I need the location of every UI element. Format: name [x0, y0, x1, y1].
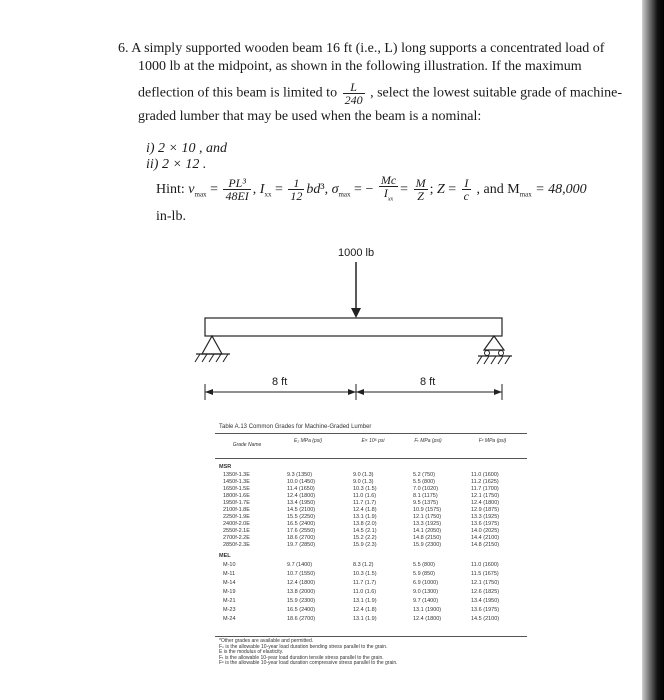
msr-fb-cell: 17.6 (2550) — [287, 528, 316, 534]
lumber-grades-table — [215, 418, 527, 680]
mel-ft-cell: 6.9 (1000) — [413, 580, 439, 586]
table-rule-header — [215, 458, 527, 459]
item-ii: ii) 2 × 12 . — [146, 157, 207, 172]
mel-e-cell: 10.3 (1.5) — [353, 571, 377, 577]
mel-fb-cell: 9.7 (1400) — [287, 562, 313, 568]
mel-fb-cell: 18.6 (2700) — [287, 616, 316, 622]
footnote-line: Fₙ is the allowable 10-year load duration bending stress parallel to the grain. — [219, 643, 388, 650]
msr-fb-cell: 14.5 (2100) — [287, 507, 316, 513]
hint-value: = 48,000 — [535, 181, 587, 197]
mel-fb-cell: 15.9 (2300) — [287, 598, 316, 604]
msr-grade-column — [223, 472, 250, 549]
msr-e-cell: 10.3 (1.5) — [353, 486, 377, 492]
mel-ft-cell: 5.5 (800) — [413, 562, 436, 568]
left-ground-hatch — [195, 354, 228, 362]
mel-fc-cell: 13.4 (1950) — [471, 598, 500, 604]
fraction-numerator: L — [343, 81, 365, 94]
fraction-denominator: 240 — [344, 93, 363, 107]
mel-ft-cell: 5.9 (850) — [413, 571, 436, 577]
msr-ft-cell: 14.1 (2050) — [413, 528, 442, 534]
problem-text-1: A simply supported wooden beam 16 ft (i.e., L) long supports a concentrated load of — [131, 41, 605, 56]
msr-fb-cell: 12.4 (1800) — [287, 493, 316, 499]
msr-fc-cell: 11.0 (1600) — [471, 472, 499, 478]
right-roller-support — [484, 336, 504, 350]
hint-line: Hint: $v_{max}$ = $\frac{\text{PL³}}{48EI}$ , $I_{xx}$ = $\frac{1}{12}$ bd³, $\sigma_{max}$ = − $\frac{Mc}{I_{xx}}$ = $\frac{M}{Z}$ ; Z = $\frac{I}{c}$ , and $M_{max} = 48,000$ — [156, 173, 587, 204]
msr-e-column — [353, 472, 377, 549]
table-rule-bottom — [215, 636, 527, 637]
msr-fc-cell: 11.2 (1625) — [471, 479, 499, 485]
load-label: 1000 lb — [338, 247, 375, 259]
msr-fb-cell: 16.5 (2400) — [287, 521, 316, 527]
msr-fb-cell: 10.0 (1450) — [287, 479, 316, 485]
msr-grade-cell: 1450f-1.3E — [223, 479, 250, 485]
msr-fb-column — [287, 472, 315, 549]
msr-e-cell: 9.0 (1.3) — [353, 479, 374, 485]
mel-fb-cell: 12.4 (1800) — [287, 580, 316, 586]
msr-e-cell: 15.9 (2.3) — [353, 542, 377, 548]
msr-grade-cell: 2850f-2.3E — [223, 542, 250, 548]
msr-ft-cell: 9.5 (1375) — [413, 500, 439, 506]
problem-text-3a: deflection of this beam is limited to — [138, 85, 338, 101]
table-caption: Table A.13 Common Grades for Machine-Graded Lumber — [219, 424, 372, 430]
header-fb: E₂ MPa (psi) — [293, 438, 323, 444]
problem-number: 6. — [118, 41, 129, 56]
mel-e-column — [353, 561, 377, 624]
problem-line-2: 1000 lb at the midpoint, as shown in the following illustration. If the maximum — [138, 59, 582, 74]
mel-fc-cell: 11.0 (1600) — [471, 562, 499, 568]
mel-ft-cell: 12.4 (1800) — [413, 616, 442, 622]
load-arrow-head — [351, 308, 361, 318]
mel-grade-column — [223, 561, 236, 624]
dim-arrow-right — [494, 389, 502, 395]
msr-fb-cell: 11.4 (1650) — [287, 486, 315, 492]
msr-ft-cell: 12.1 (1750) — [413, 514, 442, 520]
table-footnotes — [219, 639, 398, 667]
mel-ft-column — [413, 561, 441, 624]
mel-grade-cell: M-19 — [223, 589, 236, 595]
msr-ft-cell: 7.0 (1020) — [413, 486, 439, 492]
msr-fb-cell: 9.3 (1350) — [287, 472, 313, 478]
footnote-line: *Other grades are available and permitted. — [219, 638, 314, 644]
footnote-line: Fₜ is the allowable 10-year load duration tensile stress parallel to the grain. — [219, 654, 384, 661]
mel-fc-cell: 12.1 (1750) — [471, 580, 500, 586]
span-left-label: 8 ft — [272, 376, 288, 388]
header-grade: Grade Name — [232, 442, 262, 448]
msr-grade-cell: 2100f-1.8E — [223, 507, 250, 513]
mel-ft-cell: 13.1 (1900) — [413, 607, 442, 613]
mel-e-cell: 11.7 (1.7) — [353, 580, 377, 586]
mel-ft-cell: 9.0 (1300) — [413, 589, 439, 595]
header-ft: Fₜ MPa (psi) — [414, 438, 442, 444]
mel-fc-cell: 14.5 (2100) — [471, 616, 500, 622]
mel-fb-column — [287, 561, 315, 624]
msr-ft-cell: 5.5 (800) — [413, 479, 436, 485]
msr-grade-cell: 1950f-1.7E — [223, 500, 250, 506]
mel-fc-cell: 11.5 (1675) — [471, 571, 499, 577]
msr-fc-column — [471, 472, 499, 549]
msr-fc-cell: 13.6 (1975) — [471, 521, 500, 527]
mel-e-cell: 8.3 (1.2) — [353, 562, 374, 568]
mel-fb-cell: 13.8 (2000) — [287, 589, 316, 595]
msr-e-cell: 15.2 (2.2) — [353, 535, 377, 541]
mel-grade-cell: M-24 — [223, 616, 236, 622]
msr-fc-cell: 12.1 (1750) — [471, 493, 500, 499]
mel-grade-cell: M-10 — [223, 562, 236, 568]
msr-ft-cell: 8.1 (1175) — [413, 493, 438, 499]
header-fc: Fᶜ MPa (psi) — [478, 438, 507, 444]
msr-label: MSR — [219, 464, 232, 470]
table-rule-top — [215, 433, 527, 434]
problem-line-4: graded lumber that may be used when the beam is a nominal: — [138, 109, 482, 124]
mel-e-cell: 12.4 (1.8) — [353, 607, 377, 613]
msr-e-cell: 9.0 (1.3) — [353, 472, 374, 478]
item-i: i) 2 × 10 , and — [146, 141, 227, 156]
dim-arrow-mid-left — [348, 389, 356, 395]
mel-fc-cell: 12.6 (1825) — [471, 589, 500, 595]
msr-grade-cell: 2250f-1.9E — [223, 514, 250, 520]
mel-grade-cell: M-14 — [223, 580, 236, 586]
msr-fc-cell: 12.9 (1875) — [471, 507, 500, 513]
mel-e-cell: 13.1 (1.9) — [353, 598, 377, 604]
msr-ft-cell: 10.9 (1575) — [413, 507, 442, 513]
msr-fc-cell: 13.3 (1925) — [471, 514, 500, 520]
msr-fb-cell: 18.6 (2700) — [287, 535, 316, 541]
msr-fb-cell: 15.5 (2250) — [287, 514, 316, 520]
msr-grade-cell: 1650f-1.5E — [223, 486, 250, 492]
footnote-line: E is the modulus of elasticity. — [219, 649, 284, 656]
msr-ft-cell: 15.9 (2300) — [413, 542, 442, 548]
roller-wheel-right — [499, 351, 504, 356]
msr-e-cell: 13.1 (1.9) — [353, 514, 377, 520]
msr-e-cell: 11.0 (1.6) — [353, 493, 377, 499]
msr-fb-cell: 19.7 (2850) — [287, 542, 316, 548]
msr-ft-cell: 14.8 (2150) — [413, 535, 442, 541]
mel-fc-cell: 13.6 (1975) — [471, 607, 500, 613]
msr-e-cell: 13.8 (2.0) — [353, 521, 377, 527]
mel-e-cell: 11.0 (1.6) — [353, 589, 377, 595]
msr-fc-cell: 14.4 (2100) — [471, 535, 500, 541]
hint-end: in-lb. — [156, 209, 186, 224]
mel-grade-cell: M-11 — [223, 571, 236, 577]
mel-label: MEL — [219, 553, 231, 559]
msr-grade-cell: 1800f-1.6E — [223, 493, 250, 499]
beam — [205, 318, 502, 336]
mel-fb-cell: 16.5 (2400) — [287, 607, 316, 613]
msr-grade-cell: 2550f-2.1E — [223, 528, 250, 534]
right-ground-hatch — [477, 356, 510, 364]
mel-grade-cell: M-23 — [223, 607, 236, 613]
msr-ft-cell: 5.2 (750) — [413, 472, 436, 478]
mel-fc-column — [471, 561, 499, 624]
msr-e-cell: 14.5 (2.1) — [353, 528, 377, 534]
msr-grade-cell: 2700f-2.2E — [223, 535, 250, 541]
left-pin-support — [202, 336, 222, 354]
problem-text-3b: , select the lowest suitable grade of machine- — [370, 85, 622, 101]
msr-ft-column — [413, 472, 441, 549]
mel-e-cell: 13.1 (1.9) — [353, 616, 377, 622]
roller-wheel-left — [485, 351, 490, 356]
dim-arrow-mid-right — [356, 389, 364, 395]
mel-fb-cell: 10.7 (1550) — [287, 571, 316, 577]
span-right-label: 8 ft — [420, 376, 436, 388]
msr-grade-cell: 2400f-2.0E — [223, 521, 250, 527]
msr-fc-cell: 14.8 (2150) — [471, 542, 500, 548]
msr-grade-cell: 1350f-1.3E — [223, 472, 250, 478]
header-e: E× 10⁶ psi — [361, 438, 385, 444]
msr-e-cell: 12.4 (1.8) — [353, 507, 377, 513]
msr-e-cell: 11.7 (1.7) — [353, 500, 377, 506]
footnote-line: Fᶜ is the allowable 10-year load duration compressive stress parallel to the grain. — [219, 660, 398, 667]
msr-fb-cell: 13.4 (1950) — [287, 500, 316, 506]
mel-grade-cell: M-21 — [223, 598, 236, 604]
msr-fc-cell: 12.4 (1800) — [471, 500, 500, 506]
hint-label: Hint: — [156, 181, 185, 197]
mel-ft-cell: 9.7 (1400) — [413, 598, 439, 604]
msr-fc-cell: 14.0 (2025) — [471, 528, 500, 534]
hint-tail: , and M — [476, 181, 520, 197]
msr-fc-cell: 11.7 (1700) — [471, 486, 499, 492]
msr-ft-cell: 13.3 (1925) — [413, 521, 442, 527]
dim-arrow-left — [205, 389, 213, 395]
